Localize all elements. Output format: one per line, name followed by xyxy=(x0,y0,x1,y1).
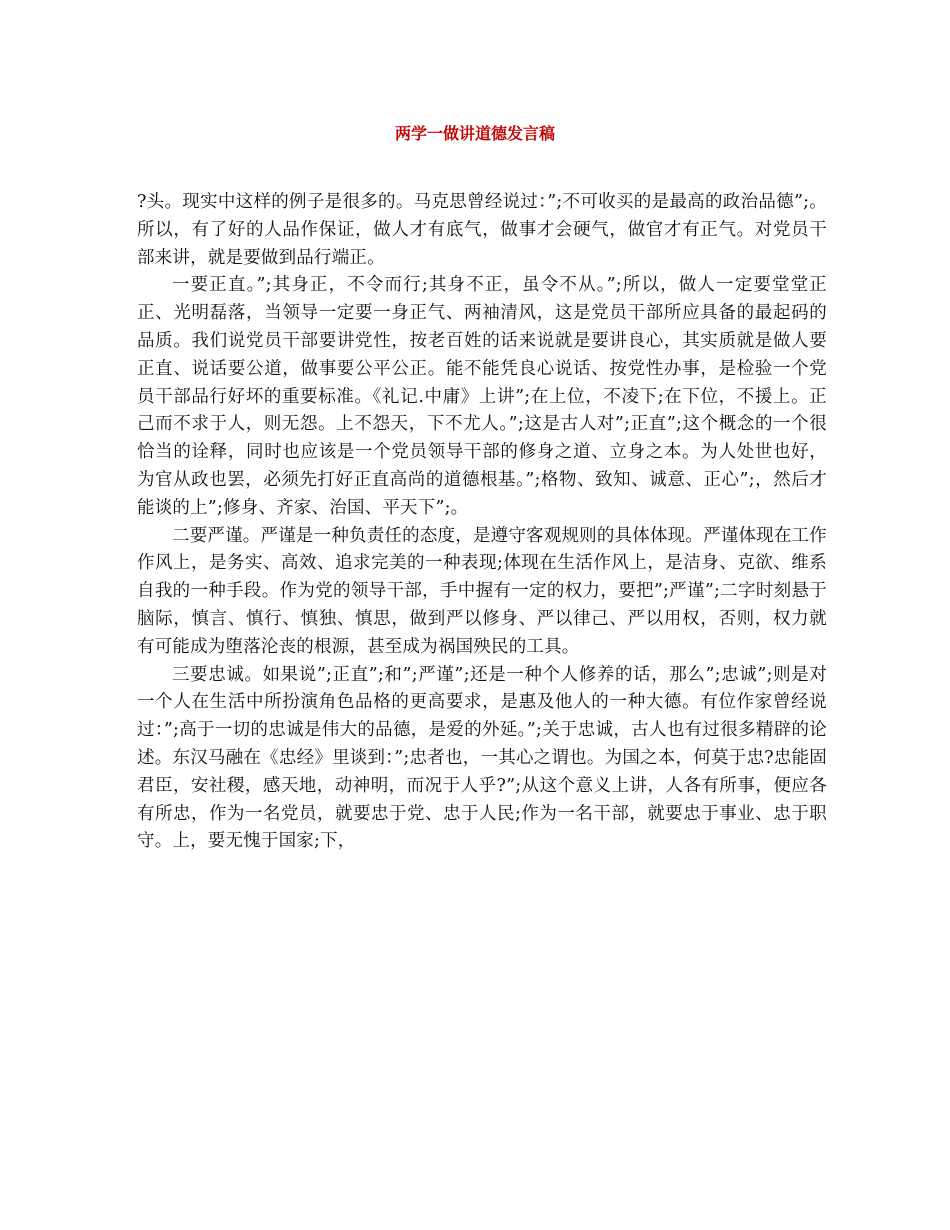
paragraph-rigor: 二要严谨。严谨是一种负责任的态度，是遵守客观规则的具体体现。严谨体现在工作作风上，是务实、高效、追求完美的一种表现;体现在生活作风上，是洁身、克欲、维系自我的一种手段。作为党的领导干部，手中握有一定的权力，要把”;严谨”;二字时刻悬于脑际，慎言、慎行、慎独、慎思，做到严以修身、严以律己、严以用权，否则，权力就有可能成为堕落沦丧的根源，甚至成为祸国殃民的工具。 xyxy=(137,525,827,657)
document-body xyxy=(137,189,827,856)
paragraph-loyalty: 三要忠诚。如果说”;正直”;和”;严谨”;还是一种个人修养的话，那么”;忠诚”;则是对一个人在生活中所扮演角色品格的更高要求，是惠及他人的一种大德。有位作家曾经说过：”;高于一切的忠诚是伟大的品德，是爱的外延。”;关于忠诚，古人也有过很多精辟的论述。东汉马融在《忠经》里谈到：”;忠者也，一其心之谓也。为国之本，何莫于忠?忠能固君臣，安社稷，感天地，动神明，而况于人乎?”;从这个意义上讲，人各有所事，便应各有所忠，作为一名党员，就要忠于党、忠于人民;作为一名干部，就要忠于事业、忠于职守。上，要无愧于国家;下， xyxy=(137,664,827,852)
paragraph-integrity: 一要正直。”;其身正，不令而行;其身不正，虽令不从。”;所以，做人一定要堂堂正正、光明磊落，当领导一定要一身正气、两袖清风，这是党员干部所应具备的最起码的品质。我们说党员干部要讲党性，按老百姓的话来说就是要讲良心，其实质就是做人要正直、说话要公道，做事要公平公正。能不能凭良心说话、按党性办事，是检验一个党员干部品行好坏的重要标准。《礼记.中庸》上讲”;在上位，不凌下;在下位，不援上。正己而不求于人，则无怨。上不怨天，下不尤人。”;这是古人对”;正直”;这个概念的一个很恰当的诠释，同时也应该是一个党员领导干部的修身之道、立身之本。为人处世也好，为官从政也罢，必须先打好正直高尚的道德根基。”;格物、致知、诚意、正心”;，然后才能谈的上”;修身、齐家、治国、平天下”;。 xyxy=(137,275,827,518)
document-title: 两学一做讲道德发言稿 xyxy=(394,124,555,143)
paragraph-continuation: ?头。现实中这样的例子是很多的。马克思曾经说过：”;不可收买的是最高的政治品德”;。所以，有了好的人品作保证，做人才有底气，做事才会硬气，做官才有正气。对党员干部来讲，就是要做到品行端正。 xyxy=(137,192,827,268)
